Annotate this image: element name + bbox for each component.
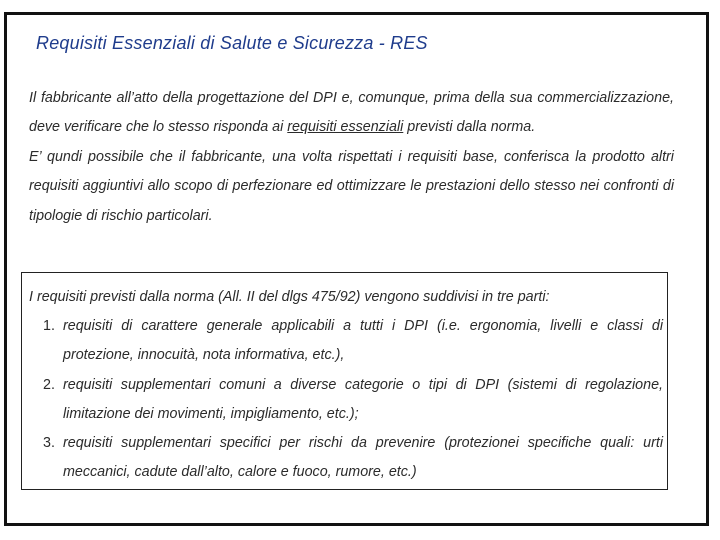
requirements-list — [29, 312, 663, 487]
requisiti-essenziali-term: requisiti essenziali — [287, 119, 404, 136]
intro-p1-after: previsti dalla norma. — [403, 119, 536, 136]
intro-text — [29, 84, 674, 231]
requirement-text: requisiti di carattere generale applicabili a tutti i DPI (i.e. ergonomia, livelli e classi di protezione, innocuità, nota informativa, etc.), — [63, 318, 663, 364]
slide-title: Requisiti Essenziali di Salute e Sicurezza - RES — [36, 33, 428, 53]
requirements-lead: I requisiti previsti dalla norma (All. II del dlgs 475/92) vengono suddivisi in tre parti: — [29, 289, 550, 305]
requirements-content — [29, 283, 663, 487]
requirement-item-3 — [29, 429, 663, 487]
requirement-number: 1. — [43, 318, 55, 335]
intro-p1-before: Il fabbricante all’atto della progettazione del DPI e, comunque, prima della sua commercializzazione, deve verificare che lo stesso risponda ai — [29, 90, 674, 136]
intro-paragraph-1 — [29, 84, 674, 143]
requirement-number: 3. — [43, 435, 55, 452]
requirement-text: requisiti supplementari comuni a diverse categorie o tipi di DPI (sistemi di regolazione, limitazione dei movimenti, impigliamento, etc.); — [63, 376, 663, 422]
requirement-text: requisiti supplementari specifici per rischi da prevenire (protezionei specifiche quali: urti meccanici, cadute dall’alto, calore e fuoco, rumore, etc.) — [63, 435, 663, 481]
requirement-item-1 — [29, 312, 663, 370]
requirement-item-2 — [29, 371, 663, 429]
intro-paragraph-2: E’ qundi possibile che il fabbricante, una volta rispettati i requisiti base, conferisca la prodotto altri requisiti aggiuntivi allo scopo di perfezionare ed ottimizzare le prestazioni dello stesso nei confronti di tipologie di rischio particolari. — [29, 148, 674, 224]
requirement-number: 2. — [43, 376, 55, 393]
